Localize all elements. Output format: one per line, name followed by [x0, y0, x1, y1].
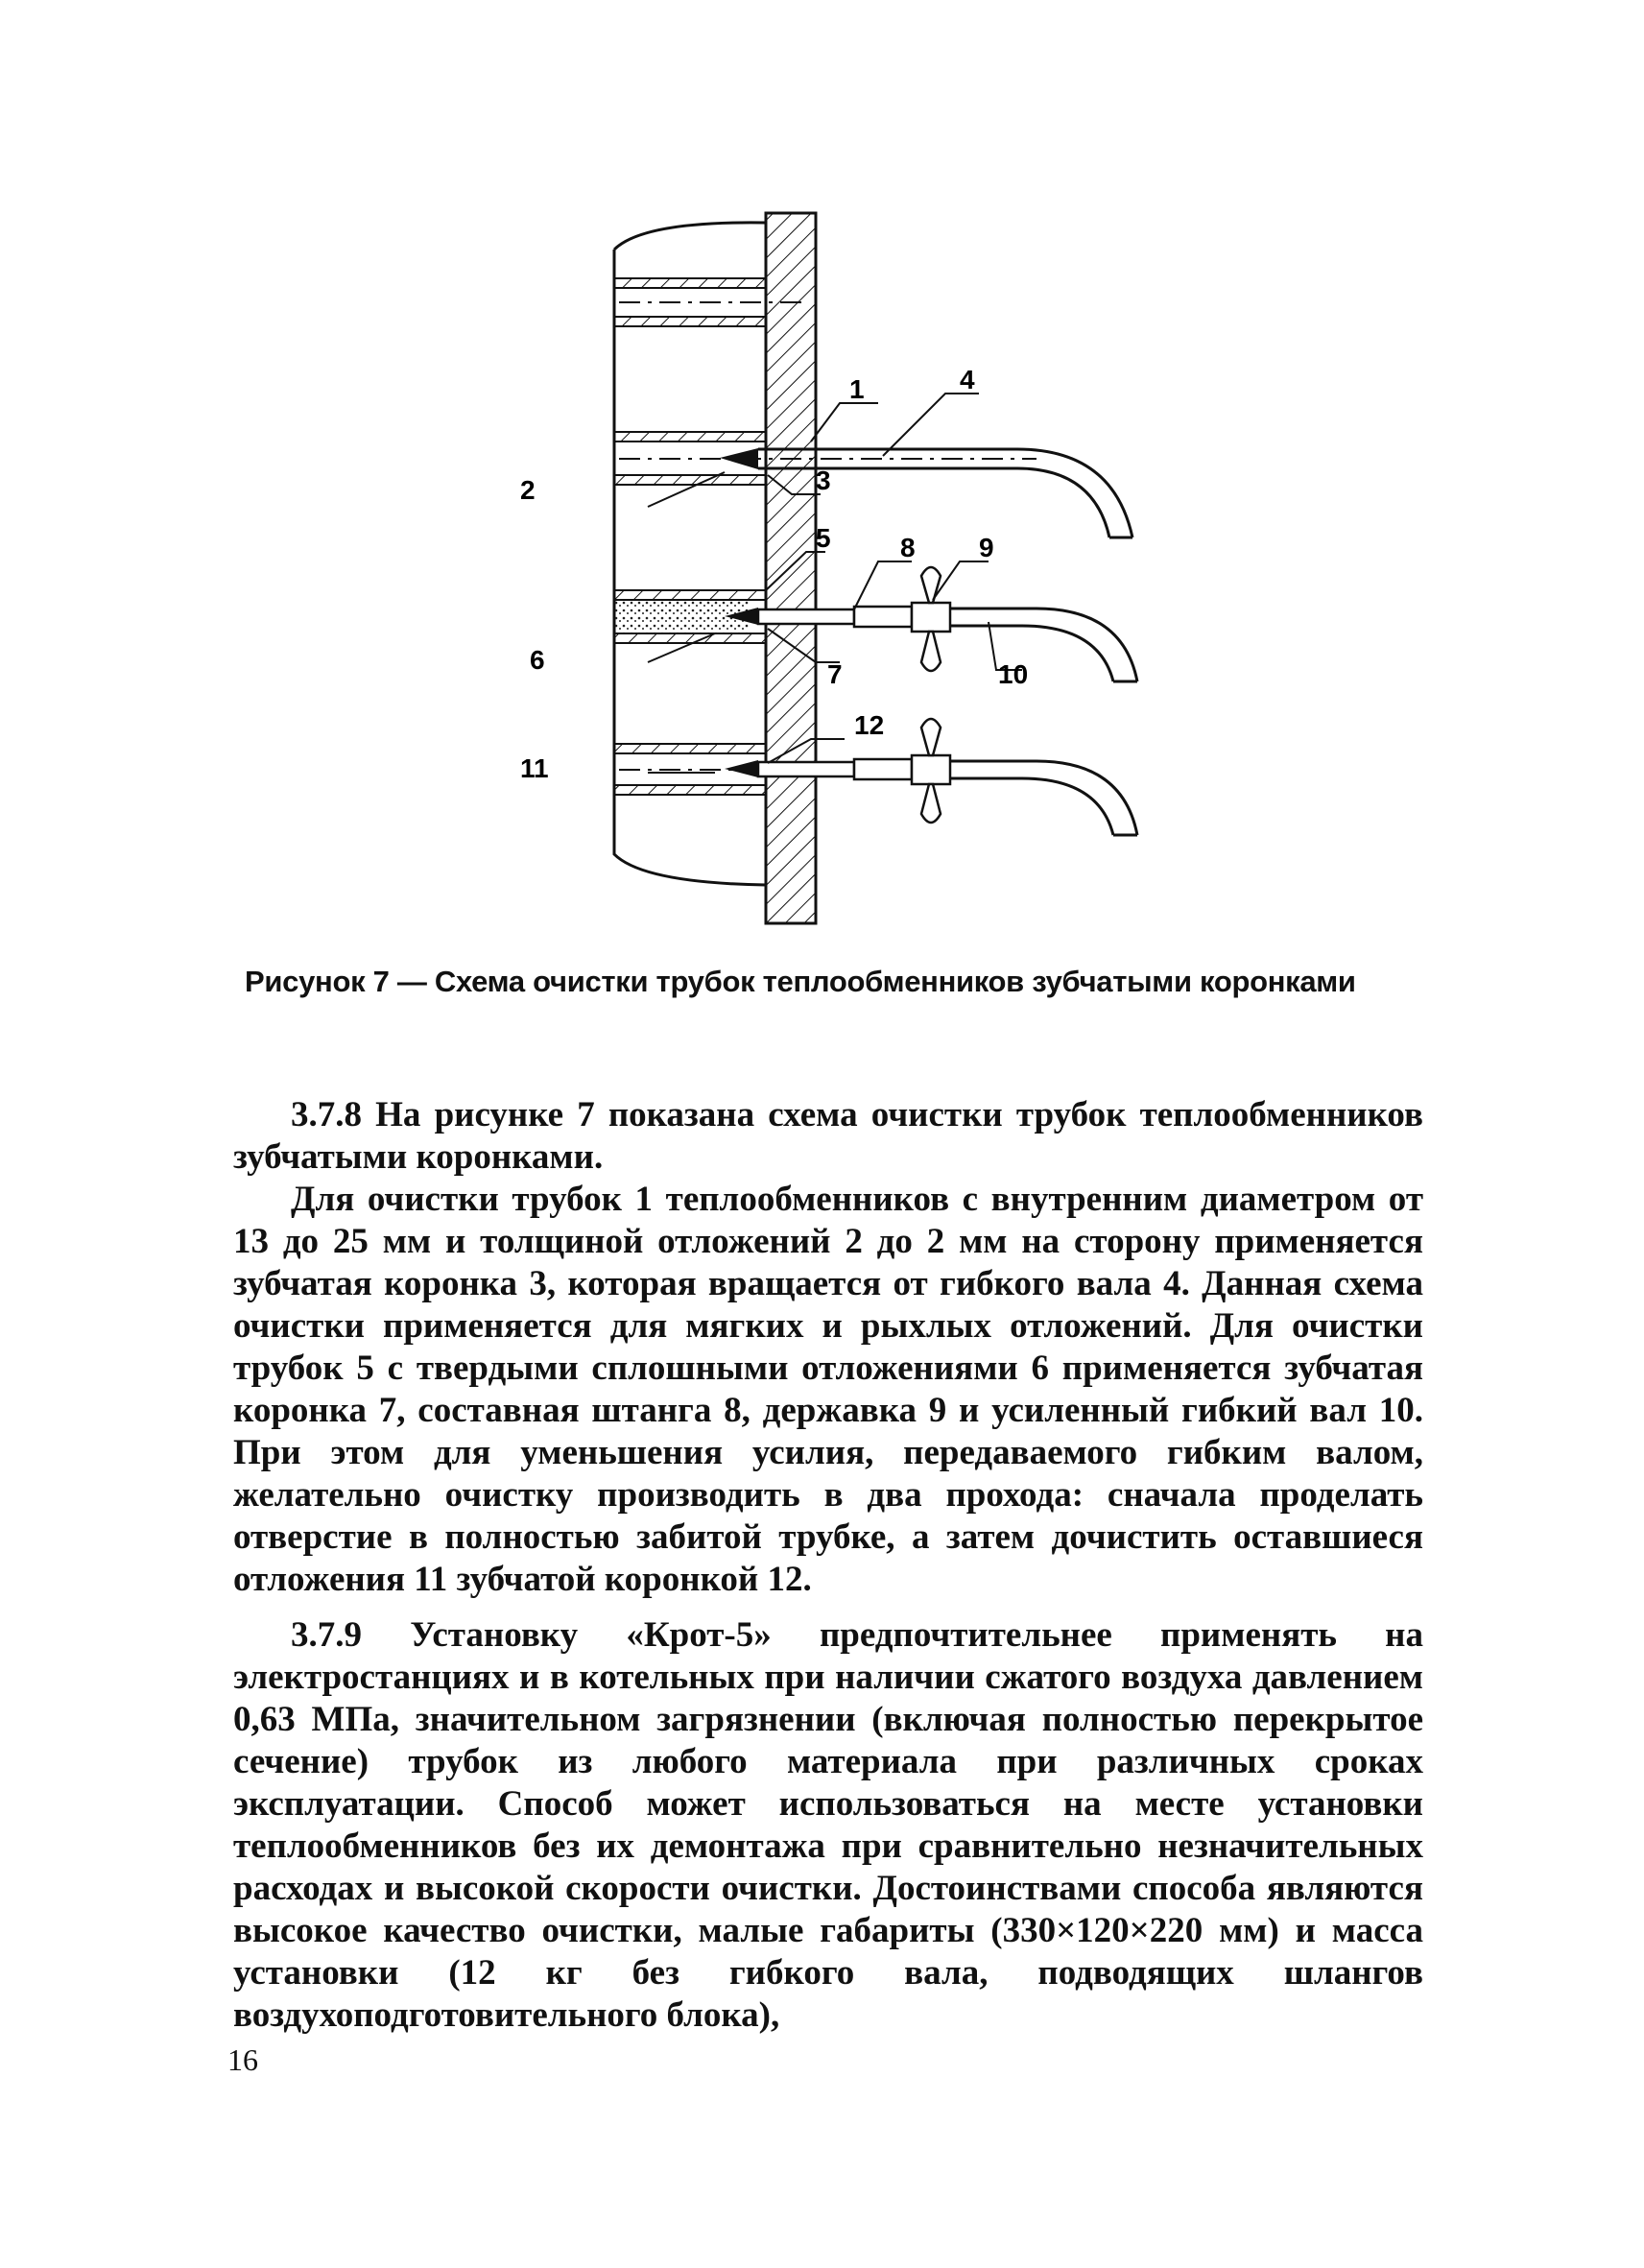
page-number: 16 [227, 2042, 258, 2077]
label-5: 5 [816, 523, 831, 553]
label-1: 1 [849, 374, 865, 404]
tube-1-assembly [614, 432, 1132, 537]
label-2: 2 [520, 475, 536, 505]
label-12: 12 [854, 710, 885, 740]
label-4: 4 [960, 365, 975, 394]
label-3: 3 [816, 466, 831, 495]
label-11: 11 [520, 753, 549, 783]
label-9: 9 [979, 533, 994, 562]
tube-5-assembly [614, 567, 1137, 681]
label-10: 10 [998, 659, 1029, 689]
figure-caption: Рисунок 7 — Схема очистки трубок теплообменников зубчатыми коронками [245, 965, 1356, 998]
tube-sheet [766, 213, 816, 923]
paragraph-3-7-8: 3.7.8 На рисунке 7 показана схема очистки трубок теплообменников зубчатыми коронками. [233, 1095, 1423, 1177]
body-text [233, 1094, 1423, 2050]
label-8: 8 [900, 533, 916, 562]
figure-7-diagram [499, 202, 1171, 931]
label-7: 7 [827, 659, 843, 689]
cleaning-scheme-drawing [499, 202, 1171, 931]
paragraph-3-7-9: 3.7.9 Установку «Крот-5» предпочтительнее применять на электростанциях и в котельных при наличии сжатого воздуха давлением 0,63 МПа, значительном загрязнении (включая полностью перекрытое сечение) трубок из любого материала при различных сроках эксплуатации. Способ может использоваться на месте установки теплообменников без их демонтажа при сравнительно незначительных расходах и высокой скорости очистки. Достоинствами способа являются высокое качество очистки, малые габариты (330×120×220 мм) и масса установки (12 кг без гибкого вала, подводящих шлангов воздухоподготовительного блока), [233, 1615, 1423, 2035]
paragraph-tube-cleaning: Для очистки трубок 1 теплообменников с внутренним диаметром от 13 до 25 мм и толщиной отложений 2 до 2 мм на сторону применяется зубчатая коронка 3, которая вращается от гибкого вала 4. Данная схема очистки применяется для мягких и рыхлых отложений. Для очистки трубок 5 с твердыми сплошными отложениями 6 применяется зубчатая коронка 7, составная штанга 8, державка 9 и усиленный гибкий вал 10. При этом для уменьшения усилия, передаваемого гибким валом, желательно очистку производить в два прохода: сначала проделать отверстие в полностью забитой трубке, а затем дочистить оставшиеся отложения 11 зубчатой коронкой 12. [233, 1180, 1423, 1599]
label-6: 6 [530, 645, 545, 675]
